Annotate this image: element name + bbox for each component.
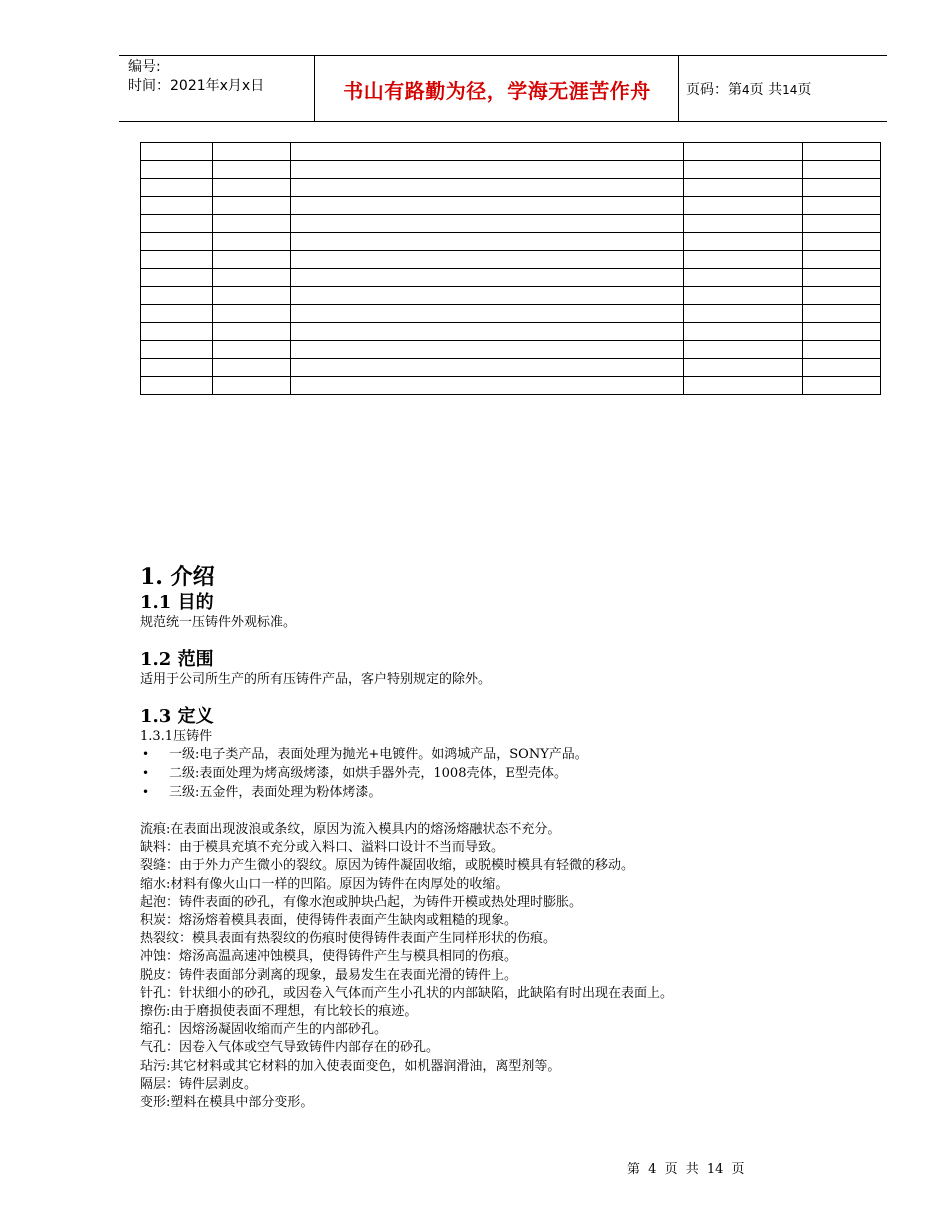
table-cell <box>213 323 291 341</box>
table-cell <box>213 269 291 287</box>
table-cell <box>684 287 803 305</box>
definition-item: 缩水:材料有像火山口一样的凹陷。原因为铸件在肉厚处的收缩。 <box>140 876 509 892</box>
table-row <box>141 377 881 395</box>
header-page-mid: 页 共 <box>749 82 783 98</box>
table-cell <box>141 341 213 359</box>
table-row <box>141 305 881 323</box>
table-cell <box>684 197 803 215</box>
table-cell <box>291 323 684 341</box>
table-cell <box>141 251 213 269</box>
table-cell <box>291 215 684 233</box>
table-row <box>141 233 881 251</box>
table-cell <box>803 161 881 179</box>
header-top-rule <box>119 55 887 56</box>
table-row <box>141 215 881 233</box>
footer-suffix: 页 <box>731 1162 745 1177</box>
definition-item: 流痕:在表面出现波浪或条纹，原因为流入模具内的熔汤熔融状态不充分。 <box>140 822 561 837</box>
table-cell <box>213 305 291 323</box>
table-cell <box>213 341 291 359</box>
table-cell <box>141 269 213 287</box>
table-row <box>141 161 881 179</box>
table-cell <box>291 233 684 251</box>
table-cell <box>684 305 803 323</box>
definition-item: 积炭：熔汤熔着模具表面，使得铸件表面产生缺肉或粗糙的现象。 <box>140 913 518 929</box>
table-cell <box>803 341 881 359</box>
table-cell <box>141 215 213 233</box>
table-cell <box>803 287 881 305</box>
header-motto: 书山有路勤为径，学海无涯苦作舟 <box>343 79 651 103</box>
table-cell <box>141 197 213 215</box>
grade-item-text: 三级:五金件，表面处理为粉体烤漆。 <box>169 785 382 800</box>
table-cell <box>291 359 684 377</box>
table-cell <box>803 215 881 233</box>
table-cell <box>684 323 803 341</box>
table-cell <box>684 359 803 377</box>
definition-item: 气孔：因卷入气体或空气导致铸件内部存在的砂孔。 <box>140 1040 440 1056</box>
section-heading-scope: 1.2 范围 <box>140 649 214 670</box>
table-cell <box>684 143 803 161</box>
table-cell <box>684 233 803 251</box>
table-cell <box>684 341 803 359</box>
header-page-current: 4 <box>742 83 750 97</box>
table-cell <box>803 269 881 287</box>
table-cell <box>291 143 684 161</box>
table-cell <box>141 161 213 179</box>
bullet-icon: • <box>142 785 150 799</box>
footer-total: 14 <box>706 1162 724 1177</box>
definition-item: 针孔：针状细小的砂孔，或因卷入气体而产生小孔状的内部缺陷，此缺陷有时出现在表面上。 <box>140 985 674 1001</box>
table-cell <box>213 143 291 161</box>
table-cell <box>291 287 684 305</box>
document-number-label: 编号: <box>128 59 161 75</box>
table-cell <box>213 197 291 215</box>
table-cell <box>141 359 213 377</box>
table-cell <box>213 161 291 179</box>
table-cell <box>213 179 291 197</box>
table-cell <box>291 251 684 269</box>
header-page-indicator <box>686 79 811 99</box>
header-page-suffix: 页 <box>797 82 812 98</box>
table-cell <box>291 161 684 179</box>
definition-item: 热裂纹：模具表面有热裂纹的伤痕时使得铸件表面产生同样形状的伤痕。 <box>140 931 557 947</box>
definition-item: 隔层：铸件层剥皮。 <box>140 1076 258 1092</box>
table-cell <box>803 377 881 395</box>
table-row <box>141 323 881 341</box>
header-divider-left <box>314 55 315 121</box>
table-cell <box>803 179 881 197</box>
table-cell <box>291 197 684 215</box>
header-page-total: 14 <box>782 83 798 97</box>
definition-item: 变形:塑料在模具中部分变形。 <box>140 1095 314 1111</box>
table-cell <box>291 341 684 359</box>
table-cell <box>213 287 291 305</box>
definition-item: 擦伤:由于磨损使表面不理想，有比较长的痕迹。 <box>140 1004 418 1020</box>
definition-item: 脱皮：铸件表面部分剥离的现象，最易发生在表面光滑的铸件上。 <box>140 967 518 983</box>
empty-record-table <box>140 142 881 395</box>
table-row <box>141 287 881 305</box>
table-cell <box>291 305 684 323</box>
table-cell <box>684 215 803 233</box>
footer-current: 4 <box>648 1162 657 1177</box>
table-cell <box>213 251 291 269</box>
table-cell <box>291 377 684 395</box>
grade-item <box>140 745 880 764</box>
table-cell <box>803 251 881 269</box>
header-bottom-rule <box>119 121 887 122</box>
defect-definitions <box>140 821 880 1112</box>
document-body <box>140 562 880 1112</box>
header-divider-right <box>678 55 679 121</box>
casting-subheading: 1.3.1压铸件 <box>140 729 213 744</box>
table-cell <box>291 179 684 197</box>
table-cell <box>141 287 213 305</box>
document-time: 时间：2021年x月x日 <box>128 78 265 94</box>
grade-list <box>140 745 880 802</box>
table-row <box>141 359 881 377</box>
definition-item: 玷污:其它材料或其它材料的加入使表面变色，如机器润滑油，离型剂等。 <box>140 1058 561 1074</box>
table-cell <box>213 215 291 233</box>
header-meta <box>128 58 264 96</box>
definition-item: 冲蚀：熔汤高温高速冲蚀模具，使得铸件产生与模具相同的伤痕。 <box>140 949 518 965</box>
table-cell <box>684 251 803 269</box>
table-cell <box>141 179 213 197</box>
table-cell <box>684 377 803 395</box>
table-cell <box>803 143 881 161</box>
bullet-icon: • <box>142 747 150 761</box>
header-page-prefix: 页码：第 <box>686 82 742 98</box>
table-row <box>141 143 881 161</box>
section-heading-definition: 1.3 定义 <box>140 706 214 727</box>
table-cell <box>141 143 213 161</box>
table-cell <box>141 323 213 341</box>
scope-text: 适用于公司所生产的所有压铸件产品，客户特别规定的除外。 <box>140 672 492 687</box>
section-heading-purpose: 1.1 目的 <box>140 592 214 613</box>
table-cell <box>803 305 881 323</box>
table-row <box>141 179 881 197</box>
section-heading-intro: 1. 介绍 <box>140 564 215 590</box>
definition-item: 缩孔：因熔汤凝固收缩而产生的内部砂孔。 <box>140 1022 388 1038</box>
footer-prefix: 第 <box>627 1162 641 1177</box>
table-row <box>141 269 881 287</box>
footer-mid: 页 共 <box>664 1162 699 1177</box>
definition-item: 裂缝：由于外力产生微小的裂纹。原因为铸件凝固收缩，或脱模时模具有轻微的移动。 <box>140 858 635 874</box>
table-cell <box>684 161 803 179</box>
table-row <box>141 197 881 215</box>
table-row <box>141 251 881 269</box>
table-cell <box>803 233 881 251</box>
definition-item: 缺料：由于模具充填不充分或入料口、溢料口设计不当而导致。 <box>140 840 505 856</box>
page-footer <box>627 1158 745 1177</box>
purpose-text: 规范统一压铸件外观标准。 <box>140 615 297 630</box>
table-cell <box>141 377 213 395</box>
table-cell <box>684 179 803 197</box>
bullet-icon: • <box>142 766 150 780</box>
table-cell <box>141 305 213 323</box>
table-cell <box>684 269 803 287</box>
table-cell <box>803 359 881 377</box>
table-cell <box>213 359 291 377</box>
table-cell <box>213 233 291 251</box>
grade-item-text: 一级:电子类产品，表面处理为抛光+电镀件。如鸿城产品，SONY产品。 <box>169 747 588 762</box>
table-cell <box>803 197 881 215</box>
table-cell <box>213 377 291 395</box>
definition-item: 起泡：铸件表面的砂孔，有像水泡或肿块凸起，为铸件开模或热处理时膨胀。 <box>140 894 583 910</box>
table-cell <box>803 323 881 341</box>
grade-item-text: 二级:表面处理为烤高级烤漆，如烘手器外壳，1008壳体，E型壳体。 <box>169 766 567 781</box>
table-cell <box>141 233 213 251</box>
table-row <box>141 341 881 359</box>
grade-item <box>140 783 880 802</box>
grade-item <box>140 764 880 783</box>
table-cell <box>291 269 684 287</box>
